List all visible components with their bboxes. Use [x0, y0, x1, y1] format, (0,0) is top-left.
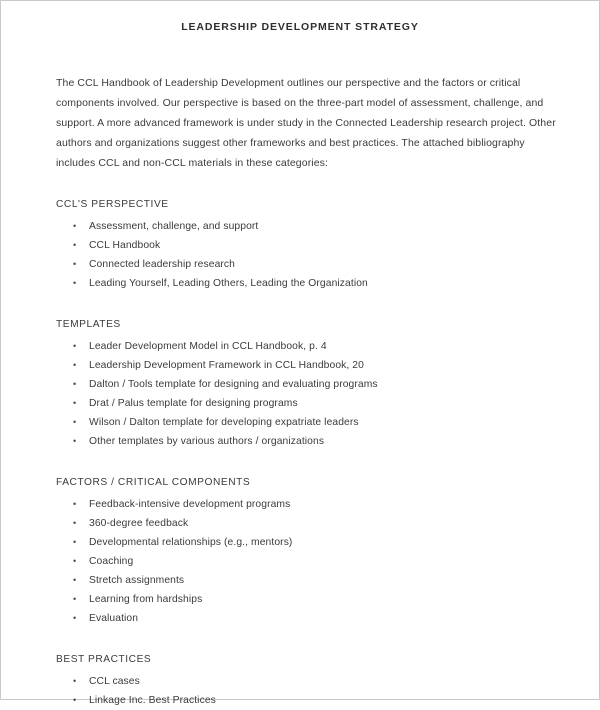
bullet-icon: •	[73, 613, 77, 623]
list-item-label: CCL Handbook	[89, 240, 161, 251]
list-item-label: Assessment, challenge, and support	[89, 221, 259, 232]
bullet-icon: •	[73, 379, 77, 389]
section-heading: FACTORS / CRITICAL COMPONENTS	[56, 477, 251, 488]
list-item-label: Wilson / Dalton template for developing expatriate leaders	[89, 417, 359, 428]
list-item-label: Linkage Inc. Best Practices	[89, 695, 216, 706]
list-item	[56, 274, 557, 293]
list-item	[56, 394, 557, 413]
bullet-icon: •	[73, 360, 77, 370]
bullet-icon: •	[73, 518, 77, 528]
bullet-icon: •	[73, 341, 77, 351]
list-item-label: Developmental relationships (e.g., mentors)	[89, 537, 293, 548]
list-item-label: Drat / Palus template for designing programs	[89, 398, 298, 409]
list-item	[56, 337, 557, 356]
bullet-list	[56, 337, 557, 451]
bullet-icon: •	[73, 240, 77, 250]
bullet-icon: •	[73, 594, 77, 604]
list-item-label: Coaching	[89, 556, 134, 567]
bullet-icon: •	[73, 398, 77, 408]
list-item-label: Leader Development Model in CCL Handbook, p. 4	[89, 341, 327, 352]
list-item-label: CCL cases	[89, 676, 140, 687]
section-heading: BEST PRACTICES	[56, 654, 152, 665]
list-item	[56, 552, 557, 571]
list-item-label: Other templates by various authors / organizations	[89, 436, 325, 447]
document-body	[1, 33, 599, 710]
bullet-icon: •	[73, 499, 77, 509]
list-item	[56, 236, 557, 255]
bullet-icon: •	[73, 221, 77, 231]
bullet-icon: •	[73, 436, 77, 446]
sections-container	[56, 197, 557, 710]
document-section	[56, 475, 557, 628]
section-heading: CCL'S PERSPECTIVE	[56, 199, 169, 210]
list-item	[56, 217, 557, 236]
intro-paragraph: The CCL Handbook of Leadership Development outlines our perspective and the factors or critical components involved. Our perspective is based on the three-part model of assessment, challenge, and support. A more advanced framework is under study in the Connected Leadership research project. Other authors and organizations suggest other frameworks and best practices. The attached bibliography includes CCL and non-CCL materials in these categories:	[56, 77, 556, 169]
bullet-icon: •	[73, 695, 77, 705]
list-item	[56, 533, 557, 552]
list-item	[56, 255, 557, 274]
list-item-label: Feedback-intensive development programs	[89, 499, 291, 510]
list-item-label: Connected leadership research	[89, 259, 236, 270]
list-item	[56, 375, 557, 394]
list-item-label: Leadership Development Framework in CCL Handbook, 20	[89, 360, 364, 371]
page-title: LEADERSHIP DEVELOPMENT STRATEGY	[181, 21, 419, 33]
list-item	[56, 571, 557, 590]
bullet-icon: •	[73, 278, 77, 288]
list-item	[56, 413, 557, 432]
list-item-label: 360-degree feedback	[89, 518, 189, 529]
bullet-icon: •	[73, 575, 77, 585]
list-item	[56, 590, 557, 609]
document-section	[56, 652, 557, 710]
document-section	[56, 317, 557, 451]
section-heading: TEMPLATES	[56, 319, 121, 330]
list-item	[56, 691, 557, 710]
list-item	[56, 609, 557, 628]
list-item-label: Dalton / Tools template for designing and evaluating programs	[89, 379, 378, 390]
bullet-icon: •	[73, 537, 77, 547]
bullet-icon: •	[73, 676, 77, 686]
list-item	[56, 432, 557, 451]
bullet-icon: •	[73, 556, 77, 566]
list-item	[56, 672, 557, 691]
bullet-icon: •	[73, 417, 77, 427]
list-item	[56, 514, 557, 533]
list-item-label: Evaluation	[89, 613, 139, 624]
list-item-label: Leading Yourself, Leading Others, Leading the Organization	[89, 278, 368, 289]
document-section	[56, 197, 557, 293]
list-item-label: Stretch assignments	[89, 575, 185, 586]
list-item-label: Learning from hardships	[89, 594, 203, 605]
list-item	[56, 356, 557, 375]
list-item	[56, 495, 557, 514]
bullet-icon: •	[73, 259, 77, 269]
bullet-list	[56, 495, 557, 628]
bullet-list	[56, 672, 557, 710]
bullet-list	[56, 217, 557, 293]
